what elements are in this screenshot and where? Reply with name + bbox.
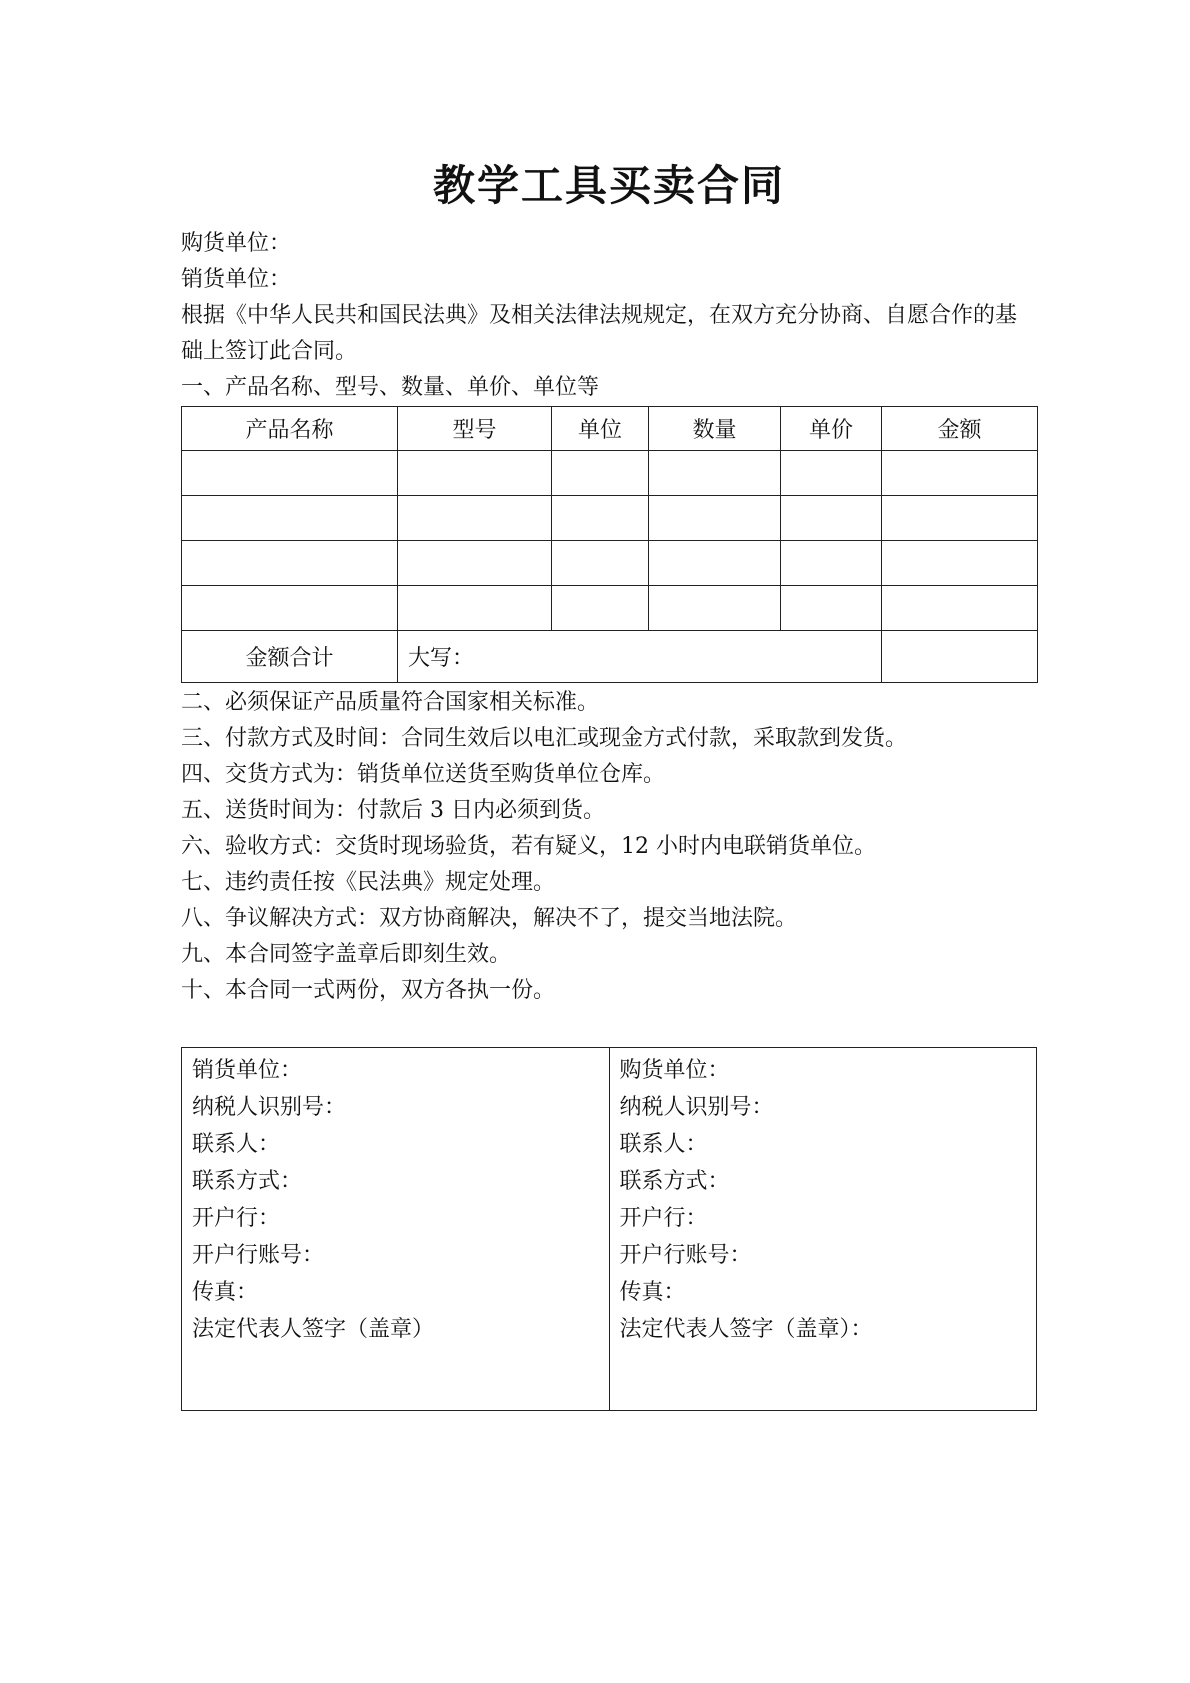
clause-7: 七、违约责任按《民法典》规定处理。 (181, 870, 556, 895)
table-row (182, 451, 1038, 496)
spacer (181, 1009, 1037, 1047)
total-capital: 大写： (398, 631, 882, 683)
table-header-row (182, 407, 1038, 451)
table-cell (552, 496, 649, 541)
table-cell (398, 451, 552, 496)
table-cell (649, 541, 781, 586)
section-1-heading: 一、产品名称、型号、数量、单价、单位等 (181, 375, 600, 400)
header-unit: 单位 (552, 407, 649, 451)
table-cell (398, 541, 552, 586)
table-cell (398, 496, 552, 541)
header-model: 型号 (398, 407, 552, 451)
clause-10: 十、本合同一式两份，双方各执一份。 (181, 978, 556, 1003)
table-cell (781, 541, 882, 586)
table-cell (182, 451, 398, 496)
table-row (182, 496, 1038, 541)
buyer-line: 购货单位： (181, 231, 292, 256)
table-cell (882, 451, 1038, 496)
intro-paragraph: 根据《中华人民共和国民法典》及相关法律法规规定，在双方充分协商、自愿合作的基础上签订此合同。 (181, 303, 1018, 364)
buyer-representative-signature: 法定代表人签字（盖章）： (619, 1317, 873, 1342)
clause-4: 四、交货方式为：销货单位送货至购货单位仓库。 (181, 762, 666, 787)
buyer-unit: 购货单位： (619, 1058, 730, 1083)
total-label: 金额合计 (182, 631, 398, 683)
table-row (182, 541, 1038, 586)
table-total-row (182, 631, 1038, 683)
table-cell (552, 541, 649, 586)
seller-tax-id: 纳税人识别号： (192, 1095, 347, 1120)
total-amount-cell (882, 631, 1038, 683)
buyer-fax: 传真： (619, 1280, 686, 1305)
seller-contact-method: 联系方式： (192, 1169, 303, 1194)
table-cell (882, 541, 1038, 586)
header-amount: 金额 (882, 407, 1038, 451)
seller-fax: 传真： (192, 1280, 259, 1305)
seller-signature-block (182, 1048, 610, 1411)
header-unit-price: 单价 (781, 407, 882, 451)
clause-3: 三、付款方式及时间：合同生效后以电汇或现金方式付款，采取款到发货。 (181, 726, 908, 751)
product-table (181, 406, 1038, 683)
buyer-contact-method: 联系方式： (619, 1169, 730, 1194)
buyer-bank-account: 开户行账号： (619, 1243, 752, 1268)
clause-6: 六、验收方式：交货时现场验货，若有疑义，12 小时内电联销货单位。 (181, 834, 876, 859)
seller-bank-account: 开户行账号： (192, 1243, 325, 1268)
header-quantity: 数量 (649, 407, 781, 451)
table-cell (781, 586, 882, 631)
seller-bank: 开户行： (192, 1206, 281, 1231)
buyer-signature-block (609, 1048, 1037, 1411)
signature-table (181, 1047, 1037, 1411)
document-title: 教学工具买卖合同 (432, 161, 785, 210)
table-cell (398, 586, 552, 631)
table-cell (552, 586, 649, 631)
table-row (182, 586, 1038, 631)
table-cell (781, 496, 882, 541)
clause-2: 二、必须保证产品质量符合国家相关标准。 (181, 690, 600, 715)
table-cell (781, 451, 882, 496)
clause-9: 九、本合同签字盖章后即刻生效。 (181, 942, 512, 967)
contract-page (181, 150, 1037, 1411)
table-cell (649, 586, 781, 631)
table-cell (182, 541, 398, 586)
header-product-name: 产品名称 (182, 407, 398, 451)
seller-unit: 销货单位： (192, 1058, 303, 1083)
buyer-contact: 联系人： (619, 1132, 708, 1157)
seller-contact: 联系人： (192, 1132, 281, 1157)
table-cell (182, 586, 398, 631)
clause-5: 五、送货时间为：付款后 3 日内必须到货。 (181, 798, 605, 823)
buyer-bank: 开户行： (619, 1206, 708, 1231)
buyer-tax-id: 纳税人识别号： (619, 1095, 774, 1120)
table-cell (552, 451, 649, 496)
table-cell (882, 586, 1038, 631)
table-cell (182, 496, 398, 541)
seller-representative-signature: 法定代表人签字（盖章） (192, 1317, 435, 1342)
seller-line: 销货单位： (181, 267, 292, 292)
table-cell (649, 451, 781, 496)
clauses (181, 685, 1037, 1009)
table-cell (882, 496, 1038, 541)
table-cell (649, 496, 781, 541)
clause-8: 八、争议解决方式：双方协商解决，解决不了，提交当地法院。 (181, 906, 798, 931)
